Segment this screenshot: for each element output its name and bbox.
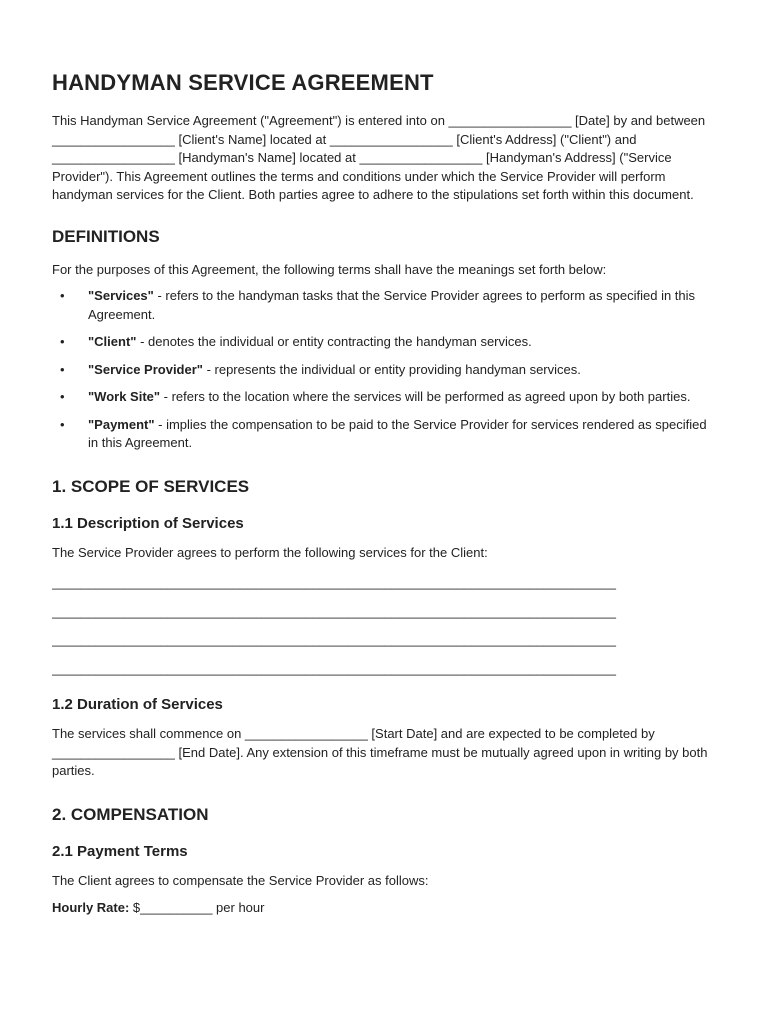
definition-item <box>52 361 718 380</box>
definition-item <box>52 388 718 407</box>
definition-term: "Work Site" <box>88 389 161 404</box>
definition-item <box>52 287 718 324</box>
bullet-icon: • <box>60 334 65 349</box>
definition-text: - denotes the individual or entity contracting the handyman services. <box>136 334 532 349</box>
description-heading: 1.1 Description of Services <box>52 514 244 532</box>
definition-term: "Service Provider" <box>88 361 203 377</box>
services-blank-line: ______________________________________________________________________________ <box>52 660 616 676</box>
payment-terms-heading: 2.1 Payment Terms <box>52 842 188 860</box>
document-title: HANDYMAN SERVICE AGREEMENT <box>52 70 434 95</box>
definitions-list <box>52 287 718 453</box>
services-blank-line: ______________________________________________________________________________ <box>52 632 616 647</box>
hourly-rate-value: $__________ per hour <box>129 900 265 915</box>
intro-paragraph: This Handyman Service Agreement ("Agreement") is entered into on _________________ [Date] by and between _________________ [Client's Name] located at _________________ [Client's Address] ("Client") and _________________ [Handyman's Name] located at _________________ [Handyman's Address] ("Service Provider"). This Agreement outlines the terms and conditions under which the Service Provider will perform handyman services for the Client. Both parties agree to adhere to the stipulations set forth within this document. <box>52 113 706 202</box>
payment-terms-text: The Client agrees to compensate the Service Provider as follows: <box>52 872 429 888</box>
definitions-intro: For the purposes of this Agreement, the following terms shall have the meanings set forth below: <box>52 261 607 277</box>
definition-term: "Services" <box>88 288 154 303</box>
definition-item <box>52 333 718 352</box>
duration-text: The services shall commence on _________________ [Start Date] and are expected to be completed by _________________ [End Date]. Any extension of this timeframe must be mutually agreed upon in writing by both parties. <box>52 726 708 778</box>
bullet-icon: • <box>60 389 65 404</box>
bullet-icon: • <box>60 361 65 377</box>
definition-text: - refers to the location where the services will be performed as agreed upon by both parties. <box>160 389 691 404</box>
definition-term: "Client" <box>88 334 137 349</box>
definition-text: - implies the compensation to be paid to the Service Provider for services rendered as specified in this Agreement. <box>88 416 707 450</box>
scope-heading: 1. SCOPE OF SERVICES <box>52 476 250 496</box>
services-blank-line: ______________________________________________________________________________ <box>52 575 616 590</box>
hourly-rate-label: Hourly Rate: <box>52 900 130 915</box>
definition-term: "Payment" <box>88 416 155 432</box>
definition-text: - represents the individual or entity providing handyman services. <box>202 361 581 377</box>
description-text: The Service Provider agrees to perform the following services for the Client: <box>52 544 488 560</box>
hourly-rate-line <box>52 899 718 918</box>
definitions-heading: DEFINITIONS <box>52 226 160 246</box>
definition-text: - refers to the handyman tasks that the Service Provider agrees to perform as specified in this Agreement. <box>88 288 696 322</box>
compensation-heading: 2. COMPENSATION <box>52 804 209 824</box>
services-blank-line: ______________________________________________________________________________ <box>52 603 616 619</box>
definition-item <box>52 416 718 453</box>
bullet-icon: • <box>60 288 65 303</box>
duration-heading: 1.2 Duration of Services <box>52 696 223 713</box>
bullet-icon: • <box>60 416 65 432</box>
